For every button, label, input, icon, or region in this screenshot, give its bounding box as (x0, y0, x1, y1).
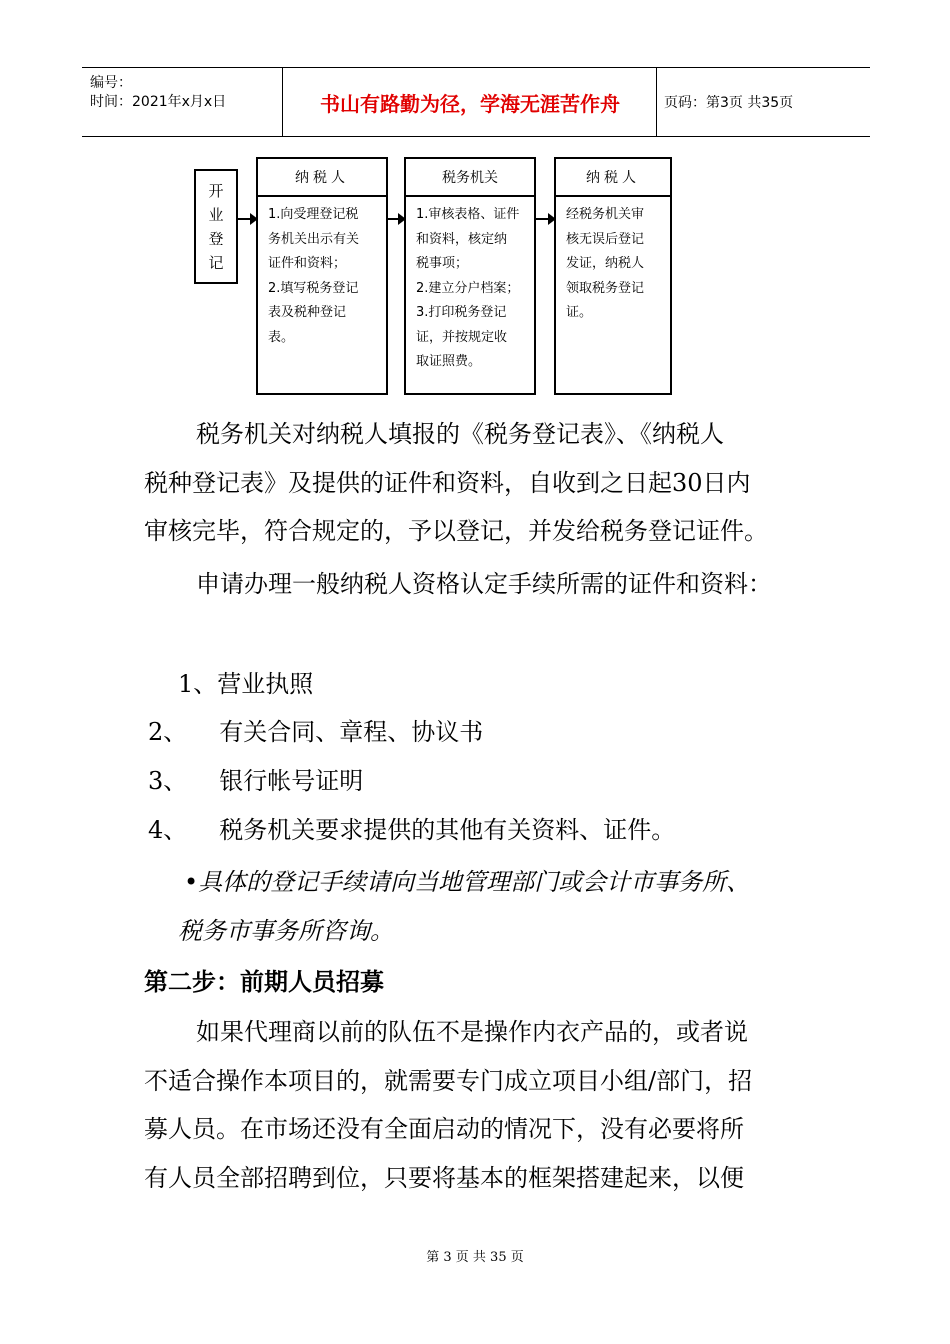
header-motto: 书山有路勤为径，学海无涯苦作舟 (320, 91, 620, 116)
flow-column-taxpayer-final (554, 157, 672, 395)
text-line: 不适合操作本项目的，就需要专门成立项目小组/部门，招 (144, 1066, 753, 1095)
list-item (178, 660, 313, 708)
text-line: 如果代理商以前的队伍不是操作内衣产品的，或者说 (196, 1018, 748, 1046)
note-line: •具体的登记手续请向当地管理部门或会计市事务所、 (184, 868, 751, 896)
flow-line: 和资料，核定纳 (416, 231, 508, 247)
flow-column-taxpayer (256, 157, 388, 395)
flow-column-tax-authority (404, 157, 536, 395)
flow-line: 2.建立分户档案； (416, 280, 520, 296)
text-line: 税务机关对纳税人填报的《税务登记表》、《纳税人 (196, 420, 724, 448)
flow-start-box (194, 169, 238, 284)
flow-line: 表及税种登记 (268, 305, 347, 320)
list-text: 税务机关要求提供的其他有关资料、证件。 (219, 816, 676, 844)
number-label: 编号： (90, 75, 132, 91)
flow-arrow (536, 218, 554, 220)
flow-column-title: 纳税人 (258, 159, 386, 197)
flow-column-title: 纳税人 (556, 159, 670, 197)
list-item (148, 806, 675, 854)
flow-line: 1.向受理登记税 (268, 207, 359, 222)
paragraph-registration (144, 410, 814, 556)
flow-line: 经税务机关审 (566, 207, 645, 222)
flow-line: 取证照费。 (416, 354, 482, 369)
list-item (148, 708, 483, 756)
paragraph-recruitment (144, 1008, 814, 1202)
list-item (148, 757, 363, 805)
text-line: 有人员全部招聘到位，只要将基本的框架搭建起来，以便 (144, 1163, 744, 1192)
list-number: 4、 (148, 816, 188, 844)
flow-line: 1.审核表格、证件 (416, 207, 520, 222)
flow-line: 核无误后登记 (566, 231, 645, 247)
flow-line: 证件和资料； (268, 256, 347, 271)
text-line: 审核完毕，符合规定的，予以登记，并发给税务登记证件。 (144, 517, 768, 545)
header-divider (656, 68, 657, 136)
header-page-info: 页码：第3页 共35页 (664, 95, 794, 111)
flow-line: 务机关出示有关 (268, 231, 360, 247)
list-text: 有关合同、章程、协议书 (219, 718, 484, 746)
date-label: 时间：2021年x月x日 (90, 94, 227, 110)
flow-column-body (406, 197, 534, 375)
list-number: 2、 (148, 718, 188, 746)
note-line: 税务市事务所咨询。 (178, 917, 394, 945)
section-heading: 第二步：前期人员招募 (144, 968, 384, 996)
flow-line: 证。 (566, 305, 593, 320)
flow-start-label: 开业登记 (208, 181, 224, 272)
header-meta (90, 74, 226, 112)
header-divider (282, 68, 283, 136)
list-number: 3、 (148, 767, 188, 795)
list-number: 1、 (178, 670, 218, 698)
text-line: 税种登记表》及提供的证件和资料，自收到之日起30日内 (144, 468, 751, 497)
flow-column-body (258, 197, 386, 350)
flow-line: 证，并按规定收 (416, 329, 508, 345)
flow-line: 3.打印税务登记 (416, 305, 507, 320)
flow-line: 税事项； (416, 256, 469, 271)
flow-line: 2.填写税务登记 (268, 280, 359, 296)
flow-line: 领取税务登记 (566, 280, 645, 296)
flow-line: 表。 (268, 329, 295, 345)
flow-line: 发证，纳税人 (566, 256, 645, 271)
page-footer: 第 3 页 共 35 页 (426, 1250, 524, 1265)
flow-arrow (238, 218, 256, 220)
list-text: 银行帐号证明 (219, 767, 364, 795)
flow-column-title: 税务机关 (406, 159, 534, 197)
paragraph-requirements-intro: 申请办理一般纳税人资格认定手续所需的证件和资料： (196, 570, 772, 598)
flow-arrow (388, 218, 404, 220)
list-text: 营业执照 (217, 670, 314, 698)
flow-column-body (556, 197, 670, 326)
text-line: 募人员。在市场还没有全面启动的情况下，没有必要将所 (144, 1115, 744, 1143)
page-header (82, 67, 870, 137)
